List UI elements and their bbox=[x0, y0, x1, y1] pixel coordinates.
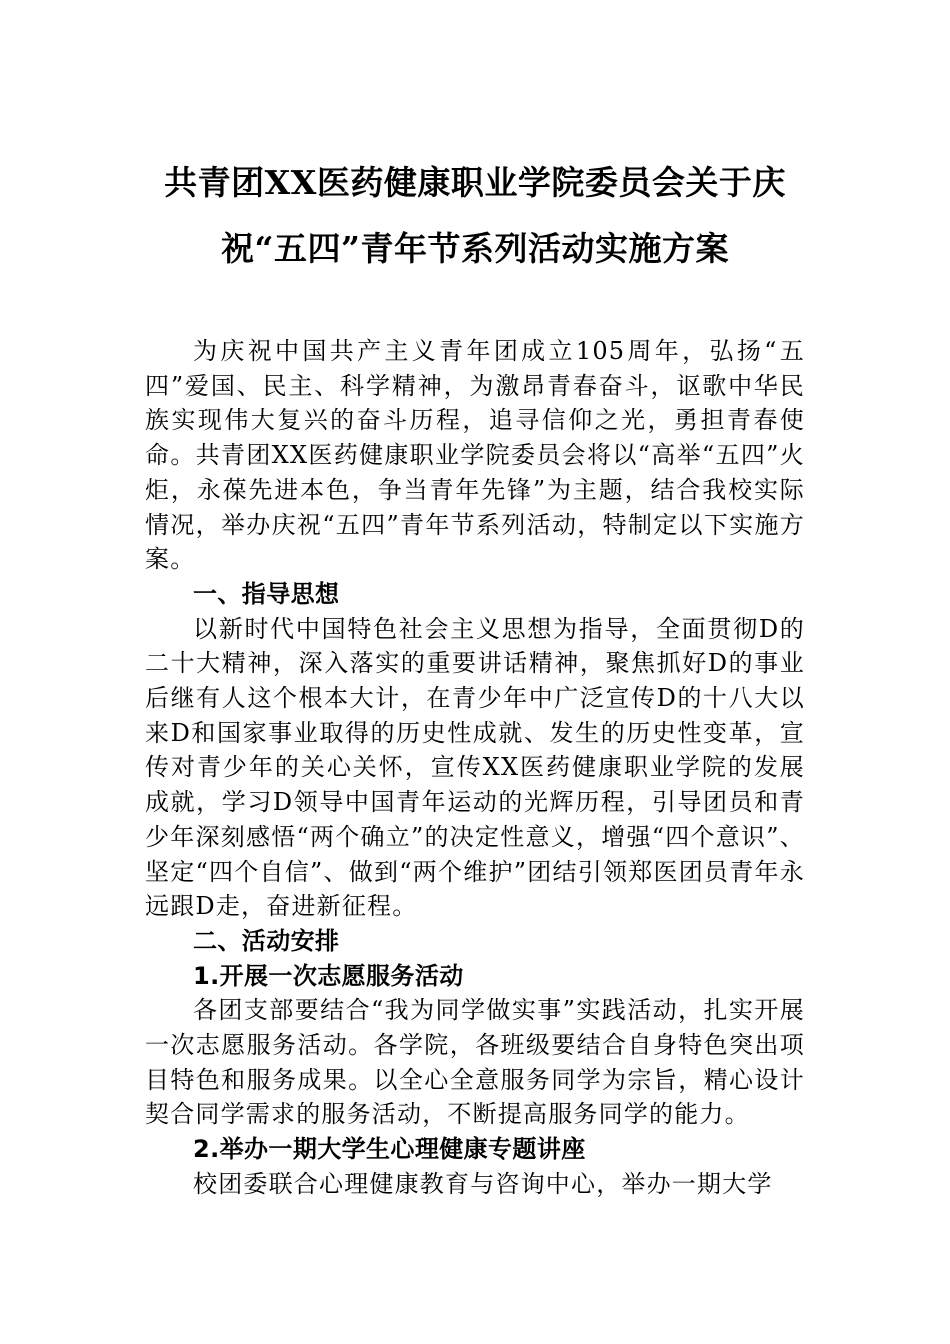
section-heading-activity-arrangement: 二、活动安排 bbox=[193, 926, 340, 955]
title-line-2: 祝“五四”青年节系列活动实施方案 bbox=[221, 229, 729, 268]
guiding-ideology-paragraph: 以新时代中国特色社会主义思想为指导，全面贯彻D的二十大精神，深入落实的重要讲话精神，聚焦抓好D的事业后继有人这个根本大计，在青少年中广泛宣传D的十八大以来D和国家事业取得的历史性成就、发生的历史性变革，宣传对青少年的关心关怀，宣传XX医药健康职业学院的发展成就，学习D领导中国青年运动的光辉历程，引导团员和青少年深刻感悟“两个确立”的决定性意义，增强“四个意识”、坚定“四个自信”、做到“两个维护”团结引领郑医团员青年永远跟D走，奋进新征程。 bbox=[145, 614, 805, 921]
document-title bbox=[145, 150, 805, 282]
title-line-1: 共青团XX医药健康职业学院委员会关于庆 bbox=[164, 163, 786, 202]
document-body bbox=[145, 334, 805, 1202]
intro-paragraph: 为庆祝中国共产主义青年团成立105周年，弘扬“五四”爱国、民主、科学精神，为激昂青春奋斗，讴歌中华民族实现伟大复兴的奋斗历程，追寻信仰之光，勇担青春使命。共青团XX医药健康职业学院委员会将以“高举“五四”火炬，永葆先进本色，争当青年先锋”为主题，结合我校实际情况，举办庆祝“五四”青年节系列活动，特制定以下实施方案。 bbox=[145, 337, 805, 574]
section-heading-guiding-ideology: 一、指导思想 bbox=[193, 579, 340, 608]
item-heading-volunteer-service: 1.开展一次志愿服务活动 bbox=[193, 961, 464, 990]
volunteer-service-paragraph: 各团支部要结合“我为同学做实事”实践活动，扎实开展一次志愿服务活动。各学院，各班级要结合自身特色突出项目特色和服务成果。以全心全意服务同学为宗旨，精心设计契合同学需求的服务活动，不断提高服务同学的能力。 bbox=[145, 996, 805, 1129]
document-page bbox=[145, 150, 805, 1202]
item-heading-mental-health-lecture: 2.举办一期大学生心理健康专题讲座 bbox=[193, 1135, 586, 1164]
mental-health-lecture-paragraph: 校团委联合心理健康教育与咨询中心，举办一期大学 bbox=[193, 1169, 773, 1198]
